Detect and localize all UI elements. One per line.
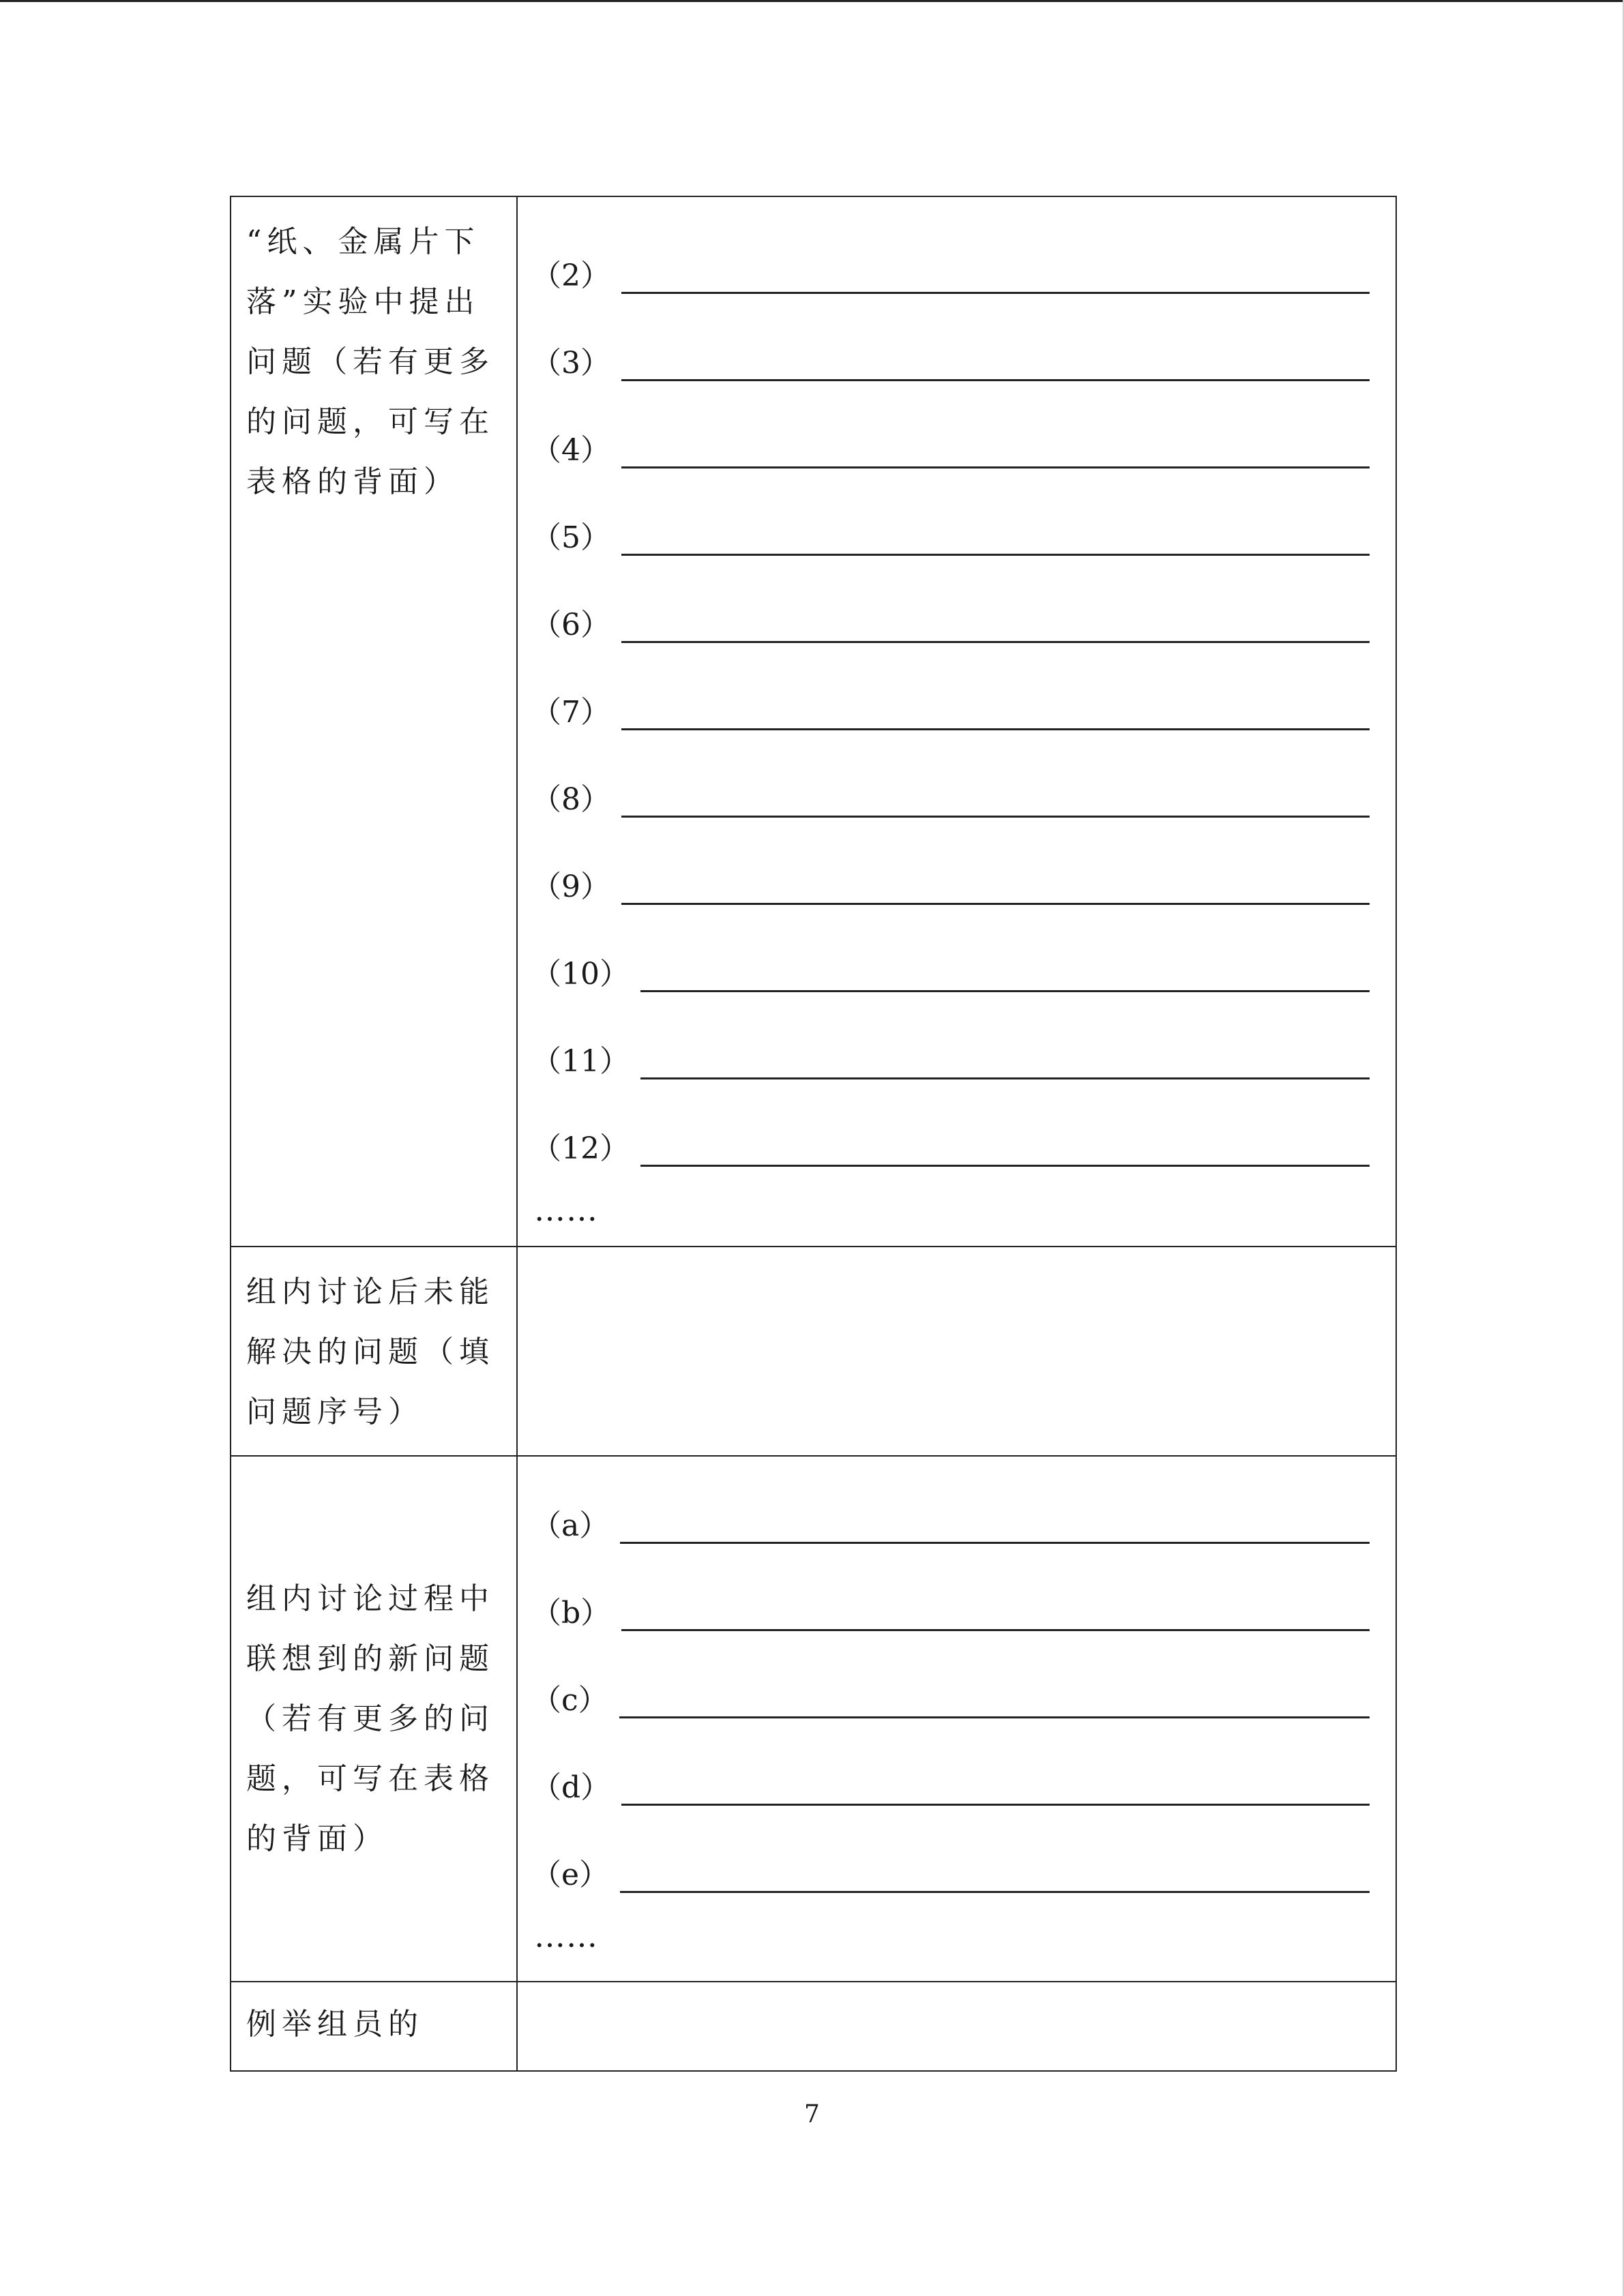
- answer-number: （5）: [531, 520, 610, 555]
- answer-line-e[interactable]: [531, 1807, 1370, 1894]
- answer-letter: （e）: [531, 1858, 610, 1892]
- questions-answer-list: [518, 197, 1396, 1246]
- answer-number: （8）: [531, 782, 610, 817]
- continuation-ellipsis: ……: [534, 1191, 598, 1228]
- unresolved-label-cell: [231, 1247, 517, 1456]
- worksheet-table: [230, 196, 1397, 2072]
- answer-line-8[interactable]: [531, 732, 1370, 819]
- unresolved-label: 组内讨论后未能 解决的问题（填 问题序号）: [246, 1274, 494, 1429]
- answer-blank[interactable]: [621, 902, 1370, 905]
- answer-line-b[interactable]: [531, 1545, 1370, 1632]
- answer-line-7[interactable]: [531, 644, 1370, 732]
- answer-blank[interactable]: [621, 640, 1370, 643]
- answer-number: （12）: [531, 1131, 630, 1166]
- table-row-unresolved: [231, 1247, 1396, 1456]
- answer-number: （9）: [531, 869, 610, 904]
- answer-line-a[interactable]: [531, 1458, 1370, 1545]
- answer-number: （3）: [531, 346, 610, 381]
- unresolved-answer-cell[interactable]: [517, 1247, 1396, 1456]
- answer-number: （10）: [531, 957, 630, 992]
- answer-blank[interactable]: [620, 1890, 1370, 1893]
- new-questions-answer-list: [518, 1457, 1396, 1972]
- examples-label-cell: [231, 1982, 517, 2071]
- answer-line-5[interactable]: [531, 470, 1370, 557]
- table-row-questions: [231, 196, 1396, 1247]
- answer-blank[interactable]: [621, 728, 1370, 730]
- answer-blank[interactable]: [640, 1077, 1370, 1079]
- examples-answer-cell[interactable]: [517, 1982, 1396, 2071]
- answer-blank[interactable]: [640, 1164, 1370, 1167]
- answer-line-c[interactable]: [531, 1632, 1370, 1720]
- answer-number: （7）: [531, 695, 610, 730]
- answer-line-4[interactable]: [531, 383, 1370, 470]
- answer-number: （6）: [531, 608, 610, 642]
- page-number: 7: [804, 2100, 820, 2128]
- answer-blank[interactable]: [621, 466, 1370, 468]
- new-questions-answer-cell: [517, 1456, 1396, 1982]
- answer-number: （2）: [531, 258, 610, 293]
- answer-letter: （a）: [531, 1508, 610, 1543]
- answer-line-2[interactable]: [531, 208, 1370, 295]
- answer-line-9[interactable]: [531, 819, 1370, 906]
- answer-line-6[interactable]: [531, 557, 1370, 644]
- answer-line-d[interactable]: [531, 1720, 1370, 1807]
- table-row-examples: [231, 1982, 1396, 2071]
- answer-blank[interactable]: [621, 815, 1370, 818]
- answer-blank[interactable]: [621, 1803, 1370, 1806]
- answer-blank[interactable]: [621, 291, 1370, 294]
- questions-answer-cell: [517, 196, 1396, 1247]
- table-row-new-questions: [231, 1456, 1396, 1982]
- answer-blank[interactable]: [621, 378, 1370, 381]
- answer-letter: （b）: [531, 1596, 611, 1630]
- page-top-border: [0, 0, 1624, 2]
- answer-blank[interactable]: [621, 1628, 1370, 1631]
- answer-letter: （c）: [531, 1683, 608, 1718]
- questions-label-cell: [231, 196, 517, 1247]
- new-questions-label: 组内讨论过程中 联想到的新问题 （若有更多的问 题，可写在表格 的背面）: [246, 1581, 494, 1856]
- answer-line-12[interactable]: [531, 1081, 1370, 1168]
- answer-blank[interactable]: [621, 553, 1370, 556]
- questions-label: “纸、金属片下 落”实验中提出 问题（若有更多 的问题，可写在 表格的背面）: [246, 224, 494, 499]
- answer-blank[interactable]: [640, 989, 1370, 992]
- answer-line-11[interactable]: [531, 994, 1370, 1081]
- answer-number: （11）: [531, 1044, 630, 1079]
- answer-number: （4）: [531, 433, 610, 468]
- continuation-ellipsis: ……: [534, 1918, 598, 1954]
- answer-line-10[interactable]: [531, 906, 1370, 994]
- answer-blank[interactable]: [620, 1541, 1370, 1544]
- answer-blank[interactable]: [619, 1716, 1370, 1718]
- answer-line-3[interactable]: [531, 295, 1370, 383]
- new-questions-label-cell: [231, 1456, 517, 1982]
- examples-label: 例举组员的: [246, 2007, 424, 2042]
- answer-letter: （d）: [531, 1770, 611, 1805]
